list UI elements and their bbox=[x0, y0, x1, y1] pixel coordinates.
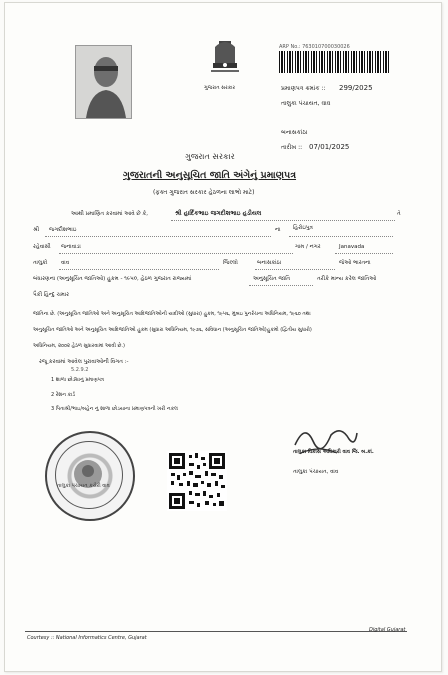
para-line-3: અધિનિયમ, ૨૦૦૨ હેઠળ સુધારવામાં આવી છે.) bbox=[33, 343, 125, 349]
panchayat-seal-icon bbox=[45, 431, 135, 521]
courtesy-text: Courtesy :: National Informatics Centre, Gujarat bbox=[27, 635, 147, 641]
barcode-text: ARP No.: 763010700030026 bbox=[279, 44, 350, 50]
doc-item-1: 1 શાળા છોડ્યાનું પ્રમાણપત્ર bbox=[51, 377, 104, 383]
doc-item-3: 3 પિતાશ્રી/ભાઇ/બહેન નું શાળા છોડયાના પ્રમાણપત્રની ખરી નકલ bbox=[51, 406, 178, 412]
line1-tail: તે bbox=[397, 211, 401, 217]
resident-value: જનાવાડા bbox=[61, 244, 81, 250]
cert-no: 299/2025 bbox=[339, 84, 373, 92]
brand-text: Digital Gujarat bbox=[369, 627, 406, 633]
docs-heading: રજૂ કરવામાં આવેલ પુરાવાઓની વિગત :- bbox=[39, 359, 129, 365]
village-label: ગામ / નગર bbox=[295, 244, 321, 250]
handwritten-note: 5.2.9.2 bbox=[71, 367, 89, 373]
sub-title: (ફક્ત ગુજરાત સરકાર હેઠળના લાભો માટે) bbox=[153, 189, 255, 196]
signature-text: તાલુકા વિકાસ અધિકારી વાવ જિ. બ.કાં. bbox=[293, 449, 374, 455]
category: અનુસૂચિત જાતિ bbox=[253, 276, 291, 282]
taluka-label: તાલુકો bbox=[33, 260, 48, 266]
order-tail: તરીકે માન્ય કરેલ જાતિઓ bbox=[317, 276, 377, 282]
state-emblem-icon bbox=[205, 37, 245, 87]
caste-name: હિરોઇપુત્ર bbox=[293, 225, 313, 231]
state-label: જેઓ ભારતના bbox=[339, 260, 371, 266]
main-title: ગુજરાતની અનુસૂચિત જાતિ અંગેનું પ્રમાણપત્ર bbox=[123, 170, 297, 181]
barcode bbox=[279, 51, 389, 73]
govt-title: ગુજરાત સરકાર bbox=[185, 152, 235, 161]
taluka-value: વાવ bbox=[61, 260, 70, 266]
doc-item-2: 2 રેશન કાર્ડ bbox=[51, 392, 76, 398]
date-label: તારીખ :: bbox=[281, 144, 303, 151]
district-value: બનાસકાંઠા bbox=[257, 260, 282, 266]
para-line-2: અનુસૂચિત જાતિઓ અને અનુસૂચિત આદિજાતિઓ હુકમ (સુધારા અધિનિયમ, ૧૯૭૬, સંવિધાન (અનુસૂચિત જાતિઓ)હુકમો (દ્વિતીય સુધારો) bbox=[33, 327, 312, 333]
certificate-sheet bbox=[4, 2, 442, 672]
order-text: બંધારણના (અનુસૂચિત જાતિઓ) હુકમ - ૧૯૫૦, હેઠળ ગુજરાત રાજ્યમાં bbox=[33, 276, 192, 282]
applicant-name: શ્રી હાર્દિકભાઇ જગદીશભાઇ હડીયલ bbox=[175, 210, 262, 217]
date: 07/01/2025 bbox=[309, 143, 350, 151]
district-label: જિલ્લો bbox=[223, 260, 238, 266]
cert-no-label: પ્રમાણપત્ર ક્રમાંક :: bbox=[281, 85, 326, 92]
issuer: તાલુકા પંચાયત, વાવ bbox=[281, 100, 331, 107]
seal-text: તાલુકા પંચાયત કચેરી વાવ bbox=[57, 483, 110, 489]
signatory-caption: તાલુકા પંચાયત, વાવ bbox=[293, 469, 339, 475]
place: બનાસકાંઠા bbox=[281, 129, 308, 136]
resident-label: રહેવાસી bbox=[33, 244, 51, 250]
signature-icon bbox=[291, 415, 361, 465]
applicant-photo bbox=[75, 45, 132, 119]
father-name: જગદીશભાઇ bbox=[49, 227, 77, 233]
para-line-1: જાતિના છે. (અનુસૂચિત જાતિઓ અને અનુસૂચિત આદિજાતિઓની યાદીઓ (સુધારા) હુકમ, ૧૯૫૬, મુંબઇ પુનર્રચના અધિનિયમ, ૧૯૬૦ તથા bbox=[33, 311, 311, 317]
emblem-caption: ગુજરાત સરકાર bbox=[204, 85, 236, 91]
son-of-prefix: શ્રી bbox=[33, 227, 40, 233]
qr-code-icon bbox=[167, 451, 227, 511]
certify-prefix: આથી પ્રમાણિત કરવામાં આવે છે કે, bbox=[71, 211, 149, 217]
village-value: Janavada bbox=[339, 244, 365, 250]
sub-caste: પૈકી હિન્દુ ચમાર bbox=[33, 292, 69, 298]
caste-prefix: ના bbox=[275, 227, 281, 233]
